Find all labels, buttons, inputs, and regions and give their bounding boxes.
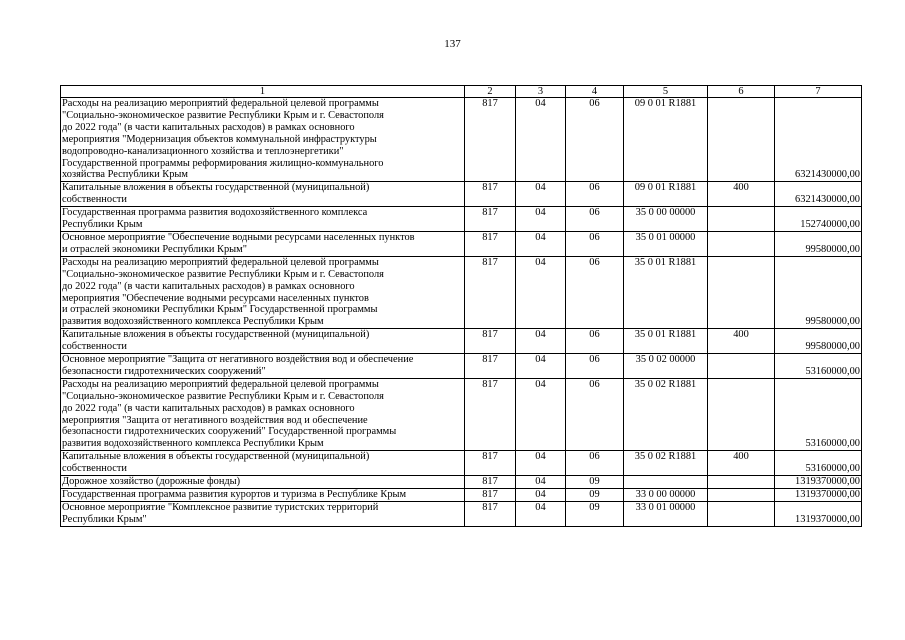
row-csr-cell: 35 0 02 R1881 <box>624 451 708 476</box>
row-pr-cell: 06 <box>566 451 624 476</box>
row-pr-cell: 06 <box>566 231 624 256</box>
row-ved-cell: 817 <box>465 501 516 526</box>
row-vr-cell <box>708 207 775 232</box>
row-rz-cell: 04 <box>516 354 566 379</box>
row-pr-cell: 09 <box>566 501 624 526</box>
row-csr-cell: 33 0 01 00000 <box>624 501 708 526</box>
row-rz-cell: 04 <box>516 378 566 450</box>
header-cell: 3 <box>516 86 566 98</box>
row-ved-cell: 817 <box>465 354 516 379</box>
table-row <box>61 476 862 489</box>
row-rz-cell: 04 <box>516 329 566 354</box>
row-csr-cell: 35 0 02 00000 <box>624 354 708 379</box>
row-vr-cell <box>708 98 775 182</box>
row-pr-cell: 06 <box>566 182 624 207</box>
row-vr-cell: 400 <box>708 182 775 207</box>
row-csr-cell: 35 0 01 R1881 <box>624 329 708 354</box>
header-cell: 1 <box>61 86 465 98</box>
row-vr-cell <box>708 231 775 256</box>
row-vr-cell <box>708 378 775 450</box>
row-vr-cell <box>708 256 775 328</box>
row-csr-cell: 35 0 01 R1881 <box>624 256 708 328</box>
row-rz-cell: 04 <box>516 98 566 182</box>
row-amount-cell: 6321430000,00 <box>775 98 862 182</box>
row-name-cell: Основное мероприятие "Защита от негативного воздействия вод и обеспечение безопасности гидротехнических сооружений" <box>61 354 465 379</box>
row-rz-cell: 04 <box>516 476 566 489</box>
row-pr-cell: 09 <box>566 489 624 502</box>
table-row <box>61 207 862 232</box>
row-amount-cell: 1319370000,00 <box>775 476 862 489</box>
budget-table <box>60 85 862 527</box>
row-ved-cell: 817 <box>465 98 516 182</box>
row-rz-cell: 04 <box>516 256 566 328</box>
table-body <box>61 98 862 527</box>
row-csr-cell: 33 0 00 00000 <box>624 489 708 502</box>
table-row <box>61 501 862 526</box>
header-cell: 6 <box>708 86 775 98</box>
row-csr-cell: 09 0 01 R1881 <box>624 182 708 207</box>
row-pr-cell: 06 <box>566 207 624 232</box>
row-name-cell: Государственная программа развития курортов и туризма в Республике Крым <box>61 489 465 502</box>
row-vr-cell <box>708 501 775 526</box>
table-row <box>61 256 862 328</box>
table-row <box>61 329 862 354</box>
row-pr-cell: 09 <box>566 476 624 489</box>
page-number: 137 <box>444 38 461 50</box>
table-row <box>61 231 862 256</box>
row-vr-cell: 400 <box>708 451 775 476</box>
row-ved-cell: 817 <box>465 231 516 256</box>
row-pr-cell: 06 <box>566 256 624 328</box>
row-vr-cell: 400 <box>708 329 775 354</box>
row-pr-cell: 06 <box>566 378 624 450</box>
row-rz-cell: 04 <box>516 207 566 232</box>
row-amount-cell: 53160000,00 <box>775 378 862 450</box>
row-ved-cell: 817 <box>465 378 516 450</box>
row-name-cell: Расходы на реализацию мероприятий федеральной целевой программы "Социально-экономическое развитие Республики Крым и г. Севастополя до 2022 года" (в части капитальных расходов) в рамках основного мероприятия "Защита от негативного воздействия вод и обеспечение безопасности гидротехнических сооружений" Государственной программы развития водохозяйственного комплекса Республики Крым <box>61 378 465 450</box>
row-name-cell: Капитальные вложения в объекты государственной (муниципальной) собственности <box>61 182 465 207</box>
table-row <box>61 98 862 182</box>
row-rz-cell: 04 <box>516 182 566 207</box>
row-amount-cell: 53160000,00 <box>775 354 862 379</box>
row-name-cell: Основное мероприятие "Комплексное развитие туристских территорий Республики Крым" <box>61 501 465 526</box>
row-pr-cell: 06 <box>566 354 624 379</box>
row-pr-cell: 06 <box>566 98 624 182</box>
row-name-cell: Расходы на реализацию мероприятий федеральной целевой программы "Социально-экономическое развитие Республики Крым и г. Севастополя до 2022 года" (в части капитальных расходов) в рамках основного мероприятия "Обеспечение водными ресурсами населенных пунктов и отраслей экономики Республики Крым" Государственной программы развития водохозяйственного комплекса Республики Крым <box>61 256 465 328</box>
row-vr-cell <box>708 354 775 379</box>
header-cell: 7 <box>775 86 862 98</box>
row-amount-cell: 99580000,00 <box>775 256 862 328</box>
row-rz-cell: 04 <box>516 489 566 502</box>
table-row <box>61 489 862 502</box>
header-row <box>61 86 862 98</box>
row-name-cell: Капитальные вложения в объекты государственной (муниципальной) собственности <box>61 451 465 476</box>
row-ved-cell: 817 <box>465 207 516 232</box>
row-pr-cell: 06 <box>566 329 624 354</box>
row-ved-cell: 817 <box>465 329 516 354</box>
row-vr-cell <box>708 489 775 502</box>
row-csr-cell: 35 0 02 R1881 <box>624 378 708 450</box>
row-name-cell: Капитальные вложения в объекты государственной (муниципальной) собственности <box>61 329 465 354</box>
table-row <box>61 378 862 450</box>
row-ved-cell: 817 <box>465 256 516 328</box>
header-cell: 4 <box>566 86 624 98</box>
table-row <box>61 354 862 379</box>
row-amount-cell: 152740000,00 <box>775 207 862 232</box>
table-row <box>61 182 862 207</box>
row-amount-cell: 1319370000,00 <box>775 489 862 502</box>
row-ved-cell: 817 <box>465 182 516 207</box>
header-cell: 2 <box>465 86 516 98</box>
row-amount-cell: 1319370000,00 <box>775 501 862 526</box>
row-csr-cell: 35 0 00 00000 <box>624 207 708 232</box>
row-amount-cell: 99580000,00 <box>775 329 862 354</box>
row-amount-cell: 99580000,00 <box>775 231 862 256</box>
row-vr-cell <box>708 476 775 489</box>
row-csr-cell: 09 0 01 R1881 <box>624 98 708 182</box>
row-rz-cell: 04 <box>516 231 566 256</box>
row-name-cell: Дорожное хозяйство (дорожные фонды) <box>61 476 465 489</box>
row-csr-cell: 35 0 01 00000 <box>624 231 708 256</box>
row-ved-cell: 817 <box>465 451 516 476</box>
row-ved-cell: 817 <box>465 476 516 489</box>
row-csr-cell <box>624 476 708 489</box>
row-name-cell: Расходы на реализацию мероприятий федеральной целевой программы "Социально-экономическое развитие Республики Крым и г. Севастополя до 2022 года" (в части капитальных расходов) в рамках основного мероприятия "Модернизация объектов коммунальной инфраструктуры водопроводно-канализационного хозяйства и теплоэнергетики" Государственной программы реформирования жилищно-коммунального хозяйства Республики Крым <box>61 98 465 182</box>
row-name-cell: Государственная программа развития водохозяйственного комплекса Республики Крым <box>61 207 465 232</box>
header-cell: 5 <box>624 86 708 98</box>
row-rz-cell: 04 <box>516 501 566 526</box>
table-row <box>61 451 862 476</box>
row-rz-cell: 04 <box>516 451 566 476</box>
row-name-cell: Основное мероприятие "Обеспечение водными ресурсами населенных пунктов и отраслей экономики Республики Крым" <box>61 231 465 256</box>
row-amount-cell: 6321430000,00 <box>775 182 862 207</box>
row-amount-cell: 53160000,00 <box>775 451 862 476</box>
row-ved-cell: 817 <box>465 489 516 502</box>
